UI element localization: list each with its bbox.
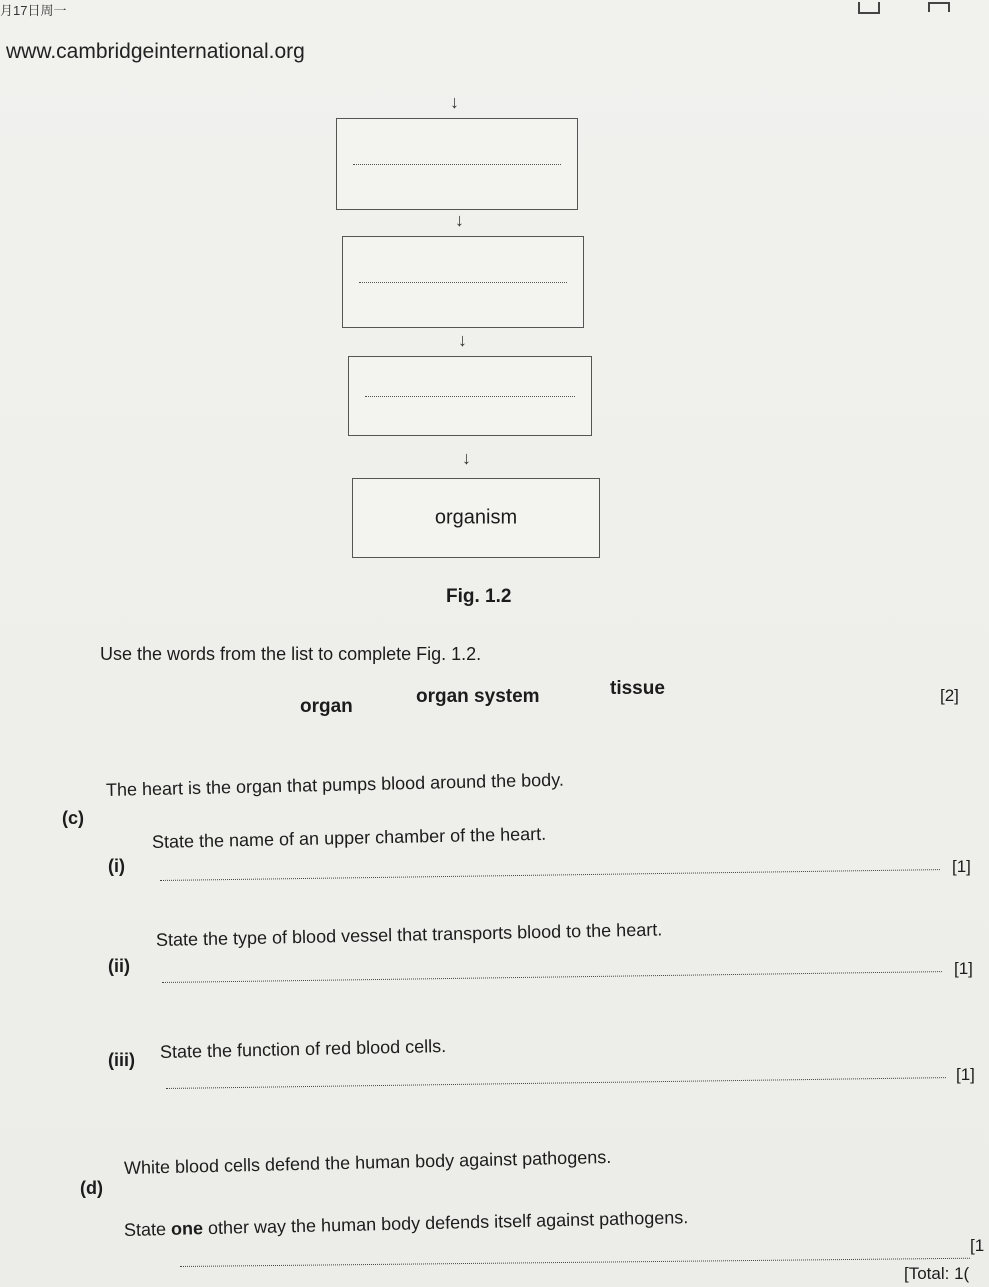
word-organ: organ — [300, 696, 353, 717]
corner-mark-icon — [928, 2, 950, 12]
source-url: www.cambridgeinternational.org — [6, 40, 305, 63]
emphasis-one: one — [170, 1218, 204, 1239]
marks-b: [2] — [940, 686, 959, 705]
hierarchy-box-2 — [342, 236, 584, 328]
figure-caption: Fig. 1.2 — [446, 586, 512, 607]
organism-label: organism — [434, 506, 518, 529]
answer-line — [359, 282, 567, 283]
word-organ-system: organ system — [416, 686, 540, 707]
corner-mark-icon — [858, 2, 880, 14]
answer-line — [353, 164, 561, 165]
answer-line-d[interactable] — [180, 1258, 970, 1267]
marks-c-i: [1] — [952, 857, 971, 876]
hierarchy-box-3 — [348, 356, 592, 436]
c-iii-label: (iii) — [108, 1050, 135, 1070]
part-d-question: State one other way the human body defends itself against pathogens. — [123, 1207, 689, 1240]
marks-d: [1 — [970, 1236, 985, 1255]
c-iii-question: State the function of red blood cells. — [159, 1036, 447, 1062]
marks-c-ii: [1] — [954, 959, 973, 978]
part-d-stem: White blood cells defend the human body against pathogens. — [123, 1146, 612, 1178]
marks-c-iii: [1] — [956, 1065, 975, 1084]
part-d-label: (d) — [80, 1178, 103, 1198]
answer-line — [365, 396, 575, 397]
total-marks: [Total: 1( — [904, 1264, 970, 1283]
word-tissue: tissue — [610, 678, 665, 699]
answer-line-c-i[interactable] — [160, 869, 940, 881]
flow-arrow: ↓ — [462, 448, 471, 468]
c-ii-question: State the type of blood vessel that transports blood to the heart. — [155, 919, 663, 950]
c-i-label: (i) — [108, 856, 125, 876]
answer-line-c-ii[interactable] — [162, 971, 942, 983]
part-c-label: (c) — [62, 808, 84, 828]
hierarchy-box-1 — [336, 118, 578, 210]
flow-arrow: ↓ — [455, 210, 464, 230]
answer-line-c-iii[interactable] — [166, 1077, 946, 1089]
part-c-stem: The heart is the organ that pumps blood around the body. — [105, 769, 565, 800]
flow-arrow: ↓ — [458, 330, 467, 350]
flow-arrow: ↓ — [450, 92, 459, 112]
c-i-question: State the name of an upper chamber of the heart. — [151, 823, 547, 852]
instruction-text: Use the words from the list to complete Fig. 1.2. — [100, 644, 482, 664]
date-header: 月17日周一 — [0, 3, 67, 18]
hierarchy-box-organism — [352, 478, 600, 558]
c-ii-label: (ii) — [108, 956, 130, 976]
